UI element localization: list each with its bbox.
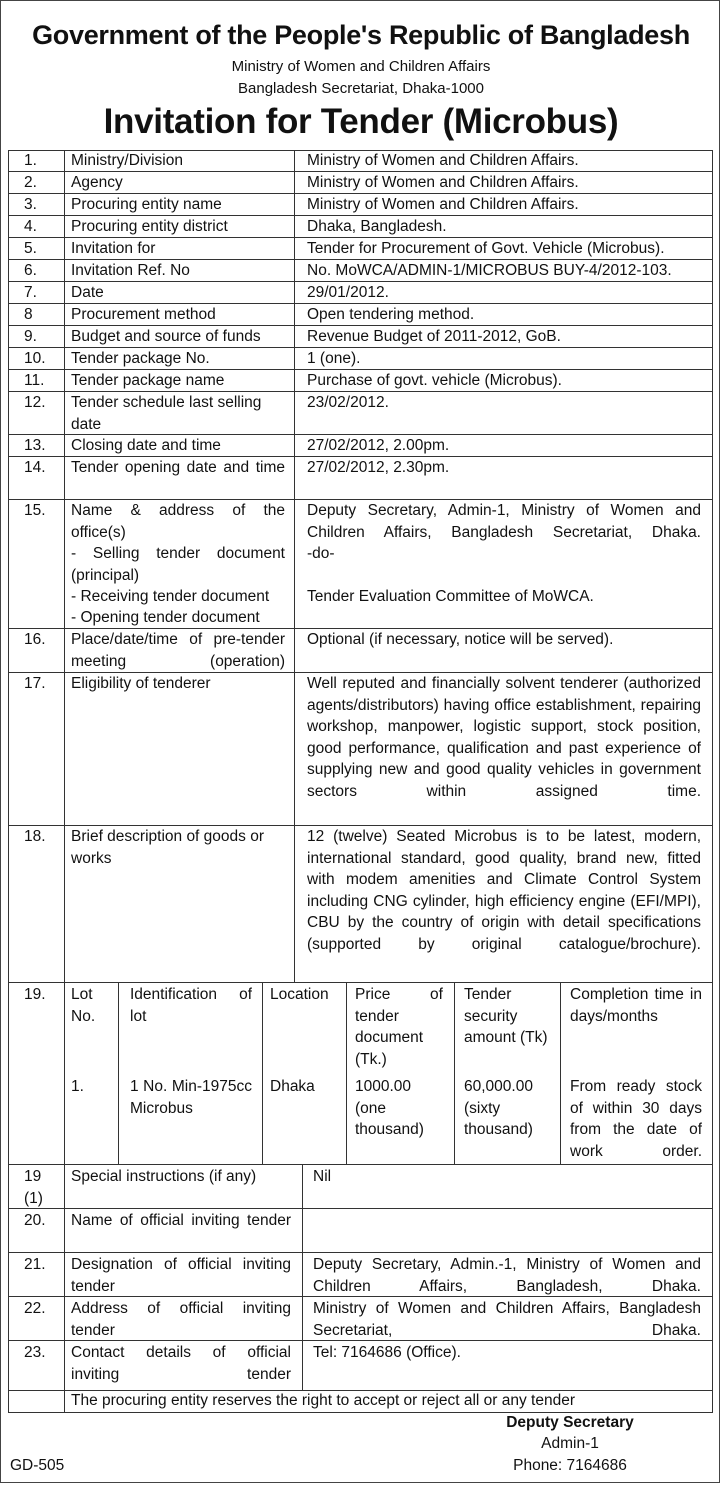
lot-number: 1.	[71, 1078, 84, 1095]
row-sublabel: - Selling tender document (principal)	[71, 545, 285, 584]
row-number: 8	[24, 306, 33, 323]
row-label: Designation of official inviting tender	[71, 1256, 291, 1295]
row-number: 19 (1)	[24, 1168, 43, 1207]
price-header: Price of tender document (Tk.)	[355, 986, 443, 1068]
row-number: 15.	[24, 502, 46, 519]
row-value: Nil	[313, 1168, 332, 1185]
row-value: Tel: 7164686 (Office).	[313, 1344, 461, 1361]
completion-header: Completion time in days/months	[570, 986, 702, 1025]
lot-no-header: Lot No.	[71, 986, 96, 1025]
row-number: 11.	[24, 372, 45, 389]
row-number: 13.	[24, 437, 46, 454]
reserve-note: The procuring entity reserves the right to accept or reject all or any tender	[71, 1392, 575, 1409]
row-value: 23/02/2012.	[307, 394, 389, 411]
row-value: Deputy Secretary, Admin-1, Ministry of Women and Children Affairs, Bangladesh Secretariat, Dhaka.	[307, 502, 701, 541]
row-value: Ministry of Women and Children Affairs.	[307, 174, 579, 191]
row-label: Tender package name	[71, 372, 225, 389]
row-number: 19.	[24, 986, 46, 1003]
row-number: 1.	[24, 152, 37, 169]
row-number: 21.	[24, 1256, 46, 1273]
row-value: Purchase of govt. vehicle (Microbus).	[307, 372, 562, 389]
row-number: 9.	[24, 328, 37, 345]
row-label: Ministry/Division	[71, 152, 183, 169]
row-label: Procuring entity name	[71, 196, 222, 213]
row-number: 22.	[24, 1300, 46, 1317]
row-value: 12 (twelve) Seated Microbus is to be latest, modern, international standard, good quality, brand new, fitted with modem amenities and Climate Control System including CNG cylinder, high efficiency engine (EFI/MPI), CBU by the country of origin with detail specifications (supported by original catalogue/brochure).	[307, 828, 701, 953]
row-label: Invitation Ref. No	[71, 262, 190, 279]
row-value: Ministry of Women and Children Affairs.	[307, 196, 579, 213]
row-number: 7.	[24, 284, 37, 301]
row-label: Eligibility of tenderer	[71, 675, 211, 692]
row-label: Invitation for	[71, 240, 156, 257]
row-value: Revenue Budget of 2011-2012, GoB.	[307, 328, 561, 345]
row-label: Agency	[71, 174, 123, 191]
row-label: Tender package No.	[71, 350, 210, 367]
row-label: Procuring entity district	[71, 218, 228, 235]
row-value: Open tendering method.	[307, 306, 475, 323]
row-value: Optional (if necessary, notice will be served).	[307, 631, 614, 648]
gd-code: GD-505	[10, 1457, 65, 1474]
row-label: Name of official inviting tender	[71, 1212, 291, 1229]
row-sublabel: - Receiving tender document	[71, 588, 270, 605]
row-value: -do-	[307, 545, 335, 562]
row-label: Brief description of goods or works	[71, 828, 264, 867]
signature-phone: Phone: 7164686	[513, 1457, 627, 1474]
tender-title: Invitation for Tender (Microbus)	[103, 102, 619, 141]
row-number: 4.	[24, 218, 37, 235]
row-number: 18.	[24, 828, 46, 845]
lot-price: 1000.00 (one thousand)	[355, 1078, 424, 1138]
government-heading: Government of the People's Republic of Bangladesh	[32, 20, 690, 50]
row-value: No. MoWCA/ADMIN-1/MICROBUS BUY-4/2012-103.	[307, 262, 672, 279]
row-label: Address of official inviting tender	[71, 1300, 291, 1339]
row-value: Tender for Procurement of Govt. Vehicle (Microbus).	[307, 240, 665, 257]
row-number: 6.	[24, 262, 37, 279]
row-value: 27/02/2012, 2.00pm.	[307, 437, 450, 454]
row-value: Ministry of Women and Children Affairs.	[307, 152, 579, 169]
row-number: 20.	[24, 1212, 46, 1229]
security-header: Tender security amount (Tk)	[464, 986, 548, 1046]
row-label: Procurement method	[71, 306, 216, 323]
row-value: Ministry of Women and Children Affairs, Bangladesh Secretariat, Dhaka.	[313, 1300, 701, 1339]
lot-security: 60,000.00 (sixty thousand)	[464, 1078, 533, 1138]
row-label: Place/date/time of pre-tender meeting (operation)	[71, 631, 285, 670]
row-sublabel: - Opening tender document	[71, 609, 260, 626]
row-value: Well reputed and financially solvent tenderer (authorized agents/distributors) having office establishment, repairing workshop, manpower, logistic support, stock position, good performance, qualification and past experience of supplying new and good quality vehicles in government sectors within assigned time.	[307, 675, 701, 800]
ministry-subheading: Ministry of Women and Children Affairs	[231, 58, 491, 75]
lot-completion: From ready stock of within 30 days from the date of work order.	[570, 1078, 702, 1160]
row-label: Closing date and time	[71, 437, 221, 454]
row-number: 23.	[24, 1344, 46, 1361]
row-number: 16.	[24, 631, 46, 648]
row-label: Date	[71, 284, 104, 301]
row-label: Contact details of official inviting tender	[71, 1344, 291, 1383]
row-label: Tender opening date and time	[71, 459, 285, 476]
row-value: 29/01/2012.	[307, 284, 389, 301]
row-label: Name & address of the office(s)	[71, 502, 285, 541]
row-number: 17.	[24, 675, 46, 692]
row-number: 5.	[24, 240, 37, 257]
identification-header: Identification of lot	[130, 986, 252, 1025]
row-label: Special instructions (if any)	[71, 1168, 257, 1185]
row-number: 10.	[24, 350, 46, 367]
row-number: 14.	[24, 459, 46, 476]
lot-identification: 1 No. Min-1975cc Microbus	[130, 1078, 252, 1117]
row-value: 1 (one).	[307, 350, 361, 367]
secretariat-subheading: Bangladesh Secretariat, Dhaka-1000	[238, 80, 484, 97]
row-number: 2.	[24, 174, 37, 191]
row-number: 3.	[24, 196, 37, 213]
row-label: Budget and source of funds	[71, 328, 261, 345]
row-value: Tender Evaluation Committee of MoWCA.	[307, 588, 594, 605]
row-label: Tender schedule last selling date	[71, 394, 262, 433]
row-value: Deputy Secretary, Admin.-1, Ministry of Women and Children Affairs, Bangladesh, Dhaka.	[313, 1256, 701, 1295]
location-header: Location	[270, 986, 329, 1003]
row-value: Dhaka, Bangladesh.	[307, 218, 447, 235]
row-number: 12.	[24, 394, 46, 411]
signature-title: Deputy Secretary	[506, 1414, 634, 1431]
lot-location: Dhaka	[270, 1078, 315, 1095]
row-value: 27/02/2012, 2.30pm.	[307, 459, 450, 476]
signature-unit: Admin-1	[541, 1435, 599, 1452]
